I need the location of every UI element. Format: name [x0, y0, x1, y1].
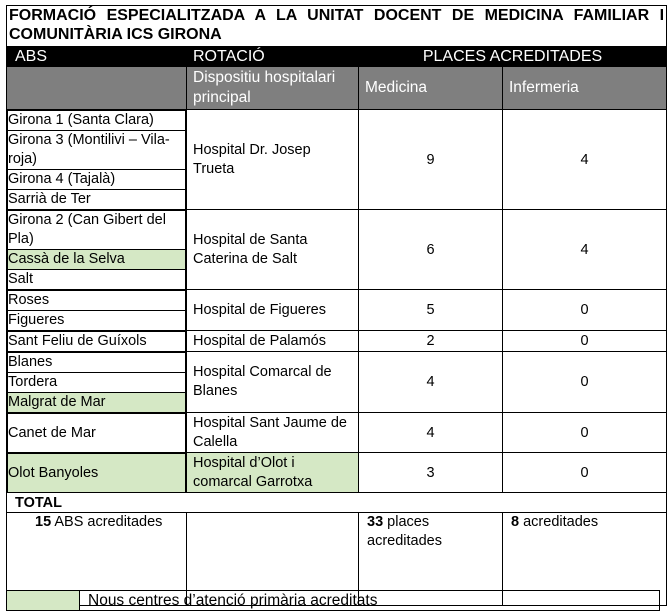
abs-cell — [7, 210, 187, 290]
group-row — [7, 110, 667, 210]
abs-item: Girona 3 (Montilivi – Vila-roja) — [8, 131, 186, 170]
legend-swatch — [7, 591, 80, 610]
abs-cell — [7, 453, 187, 493]
header-places: PLACES ACREDITADES — [359, 47, 667, 67]
abs-item: Sarrià de Ter — [8, 190, 186, 210]
legend-text: Nous centres d’atenció primària acreditats — [88, 592, 378, 609]
summary-abs-text: ABS acreditades — [54, 514, 163, 530]
hospital-cell: Hospital de Santa Caterina de Salt — [187, 210, 359, 290]
summary-med-text: places acreditades — [367, 514, 442, 549]
medicina-count: 4 — [359, 352, 503, 413]
infermeria-count: 4 — [503, 110, 667, 210]
group-row — [7, 290, 667, 331]
infermeria-count: 0 — [503, 352, 667, 413]
abs-cell — [7, 331, 187, 352]
abs-item: Salt — [8, 270, 186, 290]
medicina-count: 3 — [359, 453, 503, 493]
hospital-cell: Hospital Dr. Josep Trueta — [187, 110, 359, 210]
abs-item: Girona 4 (Tajalà) — [8, 170, 186, 190]
abs-item: Figueres — [8, 311, 186, 331]
summary-inf-count: 8 — [511, 514, 520, 530]
group-row — [7, 210, 667, 290]
medicina-count: 6 — [359, 210, 503, 290]
group-row — [7, 331, 667, 352]
abs-item: Cassà de la Selva — [8, 250, 186, 270]
abs-item: Canet de Mar — [8, 414, 186, 453]
hospital-cell: Hospital de Palamós — [187, 331, 359, 352]
subheader-row — [7, 67, 667, 110]
abs-item: Olot Banyoles — [8, 454, 186, 493]
hospital-cell: Hospital Comarcal de Blanes — [187, 352, 359, 413]
abs-item: Blanes — [8, 353, 186, 373]
total-row — [7, 493, 667, 513]
medicina-count: 5 — [359, 290, 503, 331]
infermeria-count: 0 — [503, 290, 667, 331]
infermeria-count: 0 — [503, 413, 667, 453]
summary-inf-text: acreditades — [523, 514, 599, 530]
medicina-count: 2 — [359, 331, 503, 352]
infermeria-count: 0 — [503, 331, 667, 352]
abs-cell — [7, 352, 187, 413]
group-row — [7, 453, 667, 493]
accreditation-table — [6, 5, 667, 606]
summary-abs-count: 15 — [35, 514, 52, 530]
legend — [6, 590, 660, 611]
group-row — [7, 352, 667, 413]
abs-item: Malgrat de Mar — [8, 393, 186, 413]
total-label: TOTAL — [7, 493, 667, 513]
medicina-count: 4 — [359, 413, 503, 453]
infermeria-count: 0 — [503, 453, 667, 493]
abs-cell — [7, 413, 187, 453]
abs-item: Tordera — [8, 373, 186, 393]
table-title: FORMACIÓ ESPECIALITZADA A LA UNITAT DOCENT DE MEDICINA FAMILIAR I COMUNITÀRIA ICS GIRONA — [7, 6, 667, 47]
hospital-cell: Hospital Sant Jaume de Calella — [187, 413, 359, 453]
group-row — [7, 413, 667, 453]
subheader-medicina: Medicina — [359, 67, 503, 110]
abs-cell — [7, 110, 187, 210]
header-row — [7, 47, 667, 67]
subheader-empty — [7, 67, 187, 110]
subheader-infermeria: Infermeria — [503, 67, 667, 110]
hospital-cell: Hospital d’Olot i comarcal Garrotxa — [187, 453, 359, 493]
infermeria-count: 4 — [503, 210, 667, 290]
summary-med-count: 33 — [367, 514, 384, 530]
abs-cell — [7, 290, 187, 331]
abs-item: Girona 1 (Santa Clara) — [8, 111, 186, 131]
header-abs: ABS — [7, 47, 187, 67]
abs-item: Roses — [8, 291, 186, 311]
medicina-count: 9 — [359, 110, 503, 210]
subheader-dispositiu: Dispositiu hospitalari principal — [187, 67, 359, 110]
abs-item: Girona 2 (Can Gibert del Pla) — [8, 211, 186, 250]
abs-item: Sant Feliu de Guíxols — [8, 332, 186, 352]
header-rotacio: ROTACIÓ — [187, 47, 359, 67]
hospital-cell: Hospital de Figueres — [187, 290, 359, 331]
